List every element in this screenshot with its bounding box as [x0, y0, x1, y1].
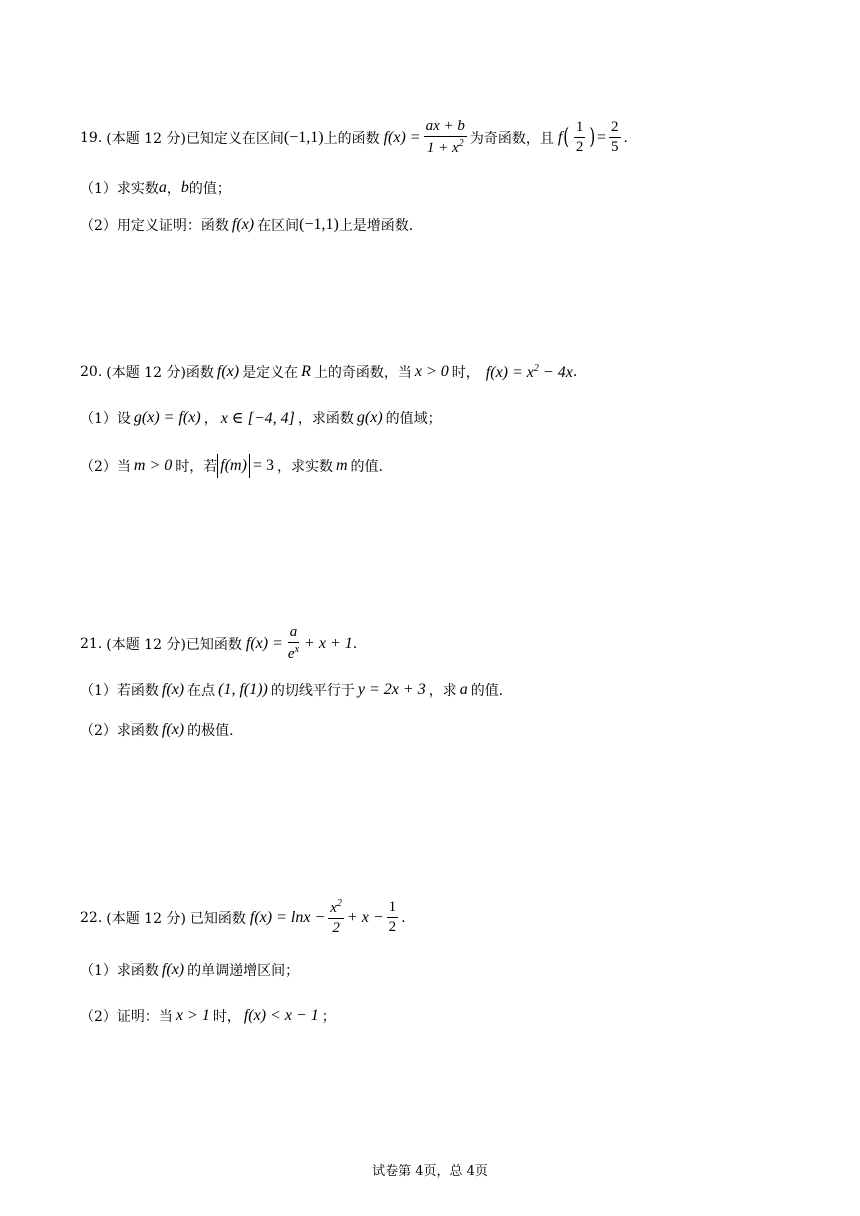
q19-text-3: 为奇函数，且: [469, 130, 554, 147]
q22-part-2: （2）证明：当 x > 1 时， f(x) < x − 1 ；: [80, 1007, 336, 1025]
q20-number: 20.: [80, 364, 103, 380]
q19-text-2: 上的函数: [323, 130, 380, 147]
q19-part-1: （1）求实数 a ， b 的值；: [80, 179, 231, 197]
q22-stem: 22. (本题 12 分) 已知函数 f(x) = lnx − $\frac{x^2}{2}$ + x − $\frac{1}{2}$ .: [80, 898, 406, 937]
q20-stem: 20. (本题 12 分) 函数 f(x) 是定义在 R 上的奇函数，当 x > 0 时， $f(x) = x^2 - 4x$ .: [80, 362, 578, 381]
q19-equals: =: [597, 128, 607, 146]
q21-part-1: （1）若函数 f(x) 在点 (1, f(1)) 的切线平行于 y = 2x + 3 ，求 a 的值.: [80, 681, 504, 699]
q20-part-2: （2）当 m > 0 时，若 f(m) = 3 ，求实数 m 的值.: [80, 454, 383, 478]
q20-score-tag: (本题 12 分): [106, 365, 186, 381]
q19-number: 19.: [80, 129, 103, 146]
q22-fraction-2: $\frac{1}{2}$: [388, 899, 397, 936]
q19-score-tag: (本题 12 分): [106, 130, 186, 147]
q22-score-tag: (本题 12 分): [106, 910, 186, 927]
q20-expr: $f(x) = x^2 - 4x$: [485, 362, 573, 381]
q19-interval: (−1,1): [283, 128, 324, 146]
q19-stem: 19. (本题 12 分) 已知定义在区间 (−1,1) 上的函数 f(x) = $\frac{ax + b}{1 + x^2}$ 为奇函数，且 f ( $\frac{1}{2}$ ) = $\frac{2}{5}$ .: [80, 118, 628, 157]
q20-part-1: （1）设 g(x) = f(x) ， x ∈ [−4, 4] ，求函数 g(x) 的值域；: [80, 409, 442, 427]
q19-fraction-denominator: $1 + x^2$: [426, 138, 464, 157]
q19-fraction: [424, 118, 467, 158]
q19-value: $\frac{2}{5}$: [611, 119, 619, 156]
q21-stem: 21. (本题 12 分) 已知函数 f(x) = $\frac{a}{e^x}$ + x + 1 .: [80, 624, 358, 663]
q21-fraction: $\frac{a}{e^x}$: [287, 624, 300, 663]
q21-number: 21.: [80, 635, 103, 652]
q20-absolute-value: f(m): [217, 454, 250, 478]
q21-score-tag: (本题 12 分): [106, 636, 186, 653]
q22-number: 22.: [80, 909, 103, 926]
q22-fraction-1: $\frac{x^2}{2}$: [330, 898, 342, 937]
q21-part-2: （2）求函数 f(x) 的极值.: [80, 721, 234, 739]
q19-fraction-numerator: ax + b: [424, 118, 467, 137]
q19-half: $\frac{1}{2}$: [575, 119, 584, 156]
q22-part-1: （1）求函数 f(x) 的单调递增区间；: [80, 961, 300, 979]
page-footer: 试卷第 4页，总 4页: [372, 1164, 488, 1179]
q19-f: f: [557, 128, 563, 146]
q19-part-2: （2）用定义证明：函数 f(x) 在区间 (−1,1) 上是增函数.: [80, 216, 414, 234]
q19-text-1: 已知定义在区间: [185, 130, 284, 147]
q19-fx: f(x) =: [383, 128, 421, 146]
